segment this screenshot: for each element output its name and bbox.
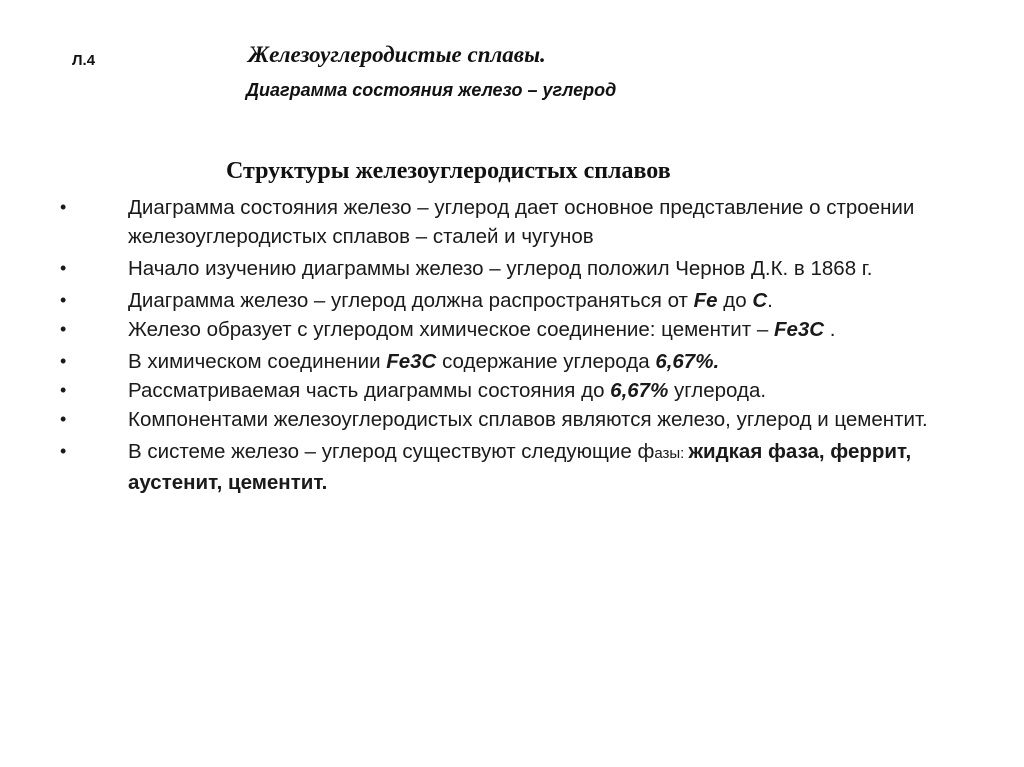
bullet-item-6 — [60, 376, 960, 405]
bullet-text: Рассматриваемая часть диаграммы состояния до — [128, 379, 611, 402]
bullet-text: В системе железо – углерод существуют следующие ф — [128, 440, 655, 463]
phases-list: жидкая фаза, феррит, аустенит, цементит. — [128, 440, 912, 494]
bullet-text-small: азы: — [654, 445, 689, 462]
bullet-text: Диаграмма железо – углерод должна распространяться от — [128, 289, 694, 312]
bullet-item-8 — [60, 437, 960, 497]
bullet-text: Диаграмма состояния железо – углерод дает основное представление о строении железоуглеродистых сплавов – сталей и чугунов — [128, 196, 915, 248]
bullet-text: до — [717, 289, 753, 312]
formula-fe: Fe — [693, 289, 718, 312]
slide-subtitle: Диаграмма состояния железо – углерод — [246, 80, 617, 100]
slide-title: Железоуглеродистые сплавы. — [248, 42, 546, 67]
bullet-item-5 — [60, 347, 960, 376]
bullet-item-4 — [60, 315, 960, 344]
bullet-text: Железо образует с углеродом химическое соединение: цементит – — [128, 318, 774, 341]
lecture-number: Л.4 — [72, 52, 96, 69]
bullet-item-7 — [60, 405, 960, 434]
formula-fe3c: Fe3C — [386, 350, 437, 373]
bullet-item-1 — [60, 193, 960, 251]
bullet-item-3 — [60, 286, 960, 315]
carbon-value: 6,67%. — [655, 350, 720, 373]
bullet-text: Компонентами железоуглеродистых сплавов являются железо, углерод и цементит. — [128, 408, 928, 431]
bullet-list — [60, 193, 960, 497]
formula-c: C — [752, 289, 768, 312]
bullet-text: . — [767, 289, 773, 312]
bullet-text: Начало изучению диаграммы железо – углерод положил Чернов Д.К. в 1868 г. — [128, 257, 873, 280]
bullet-text: углерода. — [668, 379, 767, 402]
bullet-text: . — [824, 318, 836, 341]
carbon-value: 6,67% — [610, 379, 669, 402]
formula-fe3c: Fe3C — [773, 318, 825, 341]
bullet-text: содержание углерода — [436, 350, 656, 373]
section-heading: Структуры железоуглеродистых сплавов — [226, 158, 671, 184]
bullet-item-2 — [60, 254, 960, 283]
bullet-text: В химическом соединении — [128, 350, 387, 373]
